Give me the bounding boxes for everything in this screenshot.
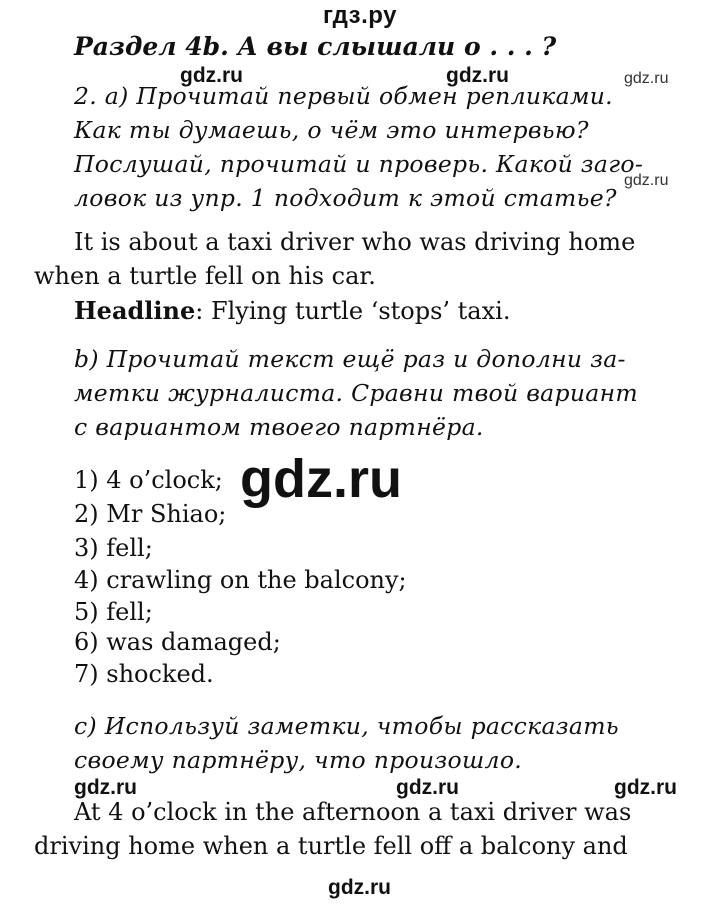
- headline-label: Headline: [74, 296, 196, 325]
- watermark: gdz.ru: [446, 64, 509, 87]
- headline-line: [74, 296, 510, 325]
- task-b-line-1: b) Прочитай текст ещё раз и дополни за-: [74, 345, 626, 373]
- answer-b-item: 3) fell;: [74, 534, 153, 562]
- answer-b-item: 6) was damaged;: [74, 628, 281, 656]
- answer-b-item: 5) fell;: [74, 598, 153, 626]
- site-header: гдз.ру: [323, 2, 397, 29]
- answer-c-line-2: driving home when a turtle fell off a balcony and: [34, 832, 628, 860]
- task-a-line-2: Как ты думаешь, о чём это интервью?: [74, 116, 589, 144]
- watermark: gdz.ru: [396, 776, 459, 799]
- headline-text: : Flying turtle ‘stops’ taxi.: [195, 297, 511, 325]
- section-title: Раздел 4b. А вы слышали о . . . ?: [74, 32, 557, 61]
- answer-a-line-2: when a turtle fell on his car.: [34, 262, 376, 290]
- answer-b-item: 2) Mr Shiao;: [74, 500, 227, 528]
- task-a-line-3: Послушай, прочитай и проверь. Какой заго-: [74, 150, 644, 178]
- watermark: gdz.ru: [624, 70, 669, 87]
- task-b-line-2: метки журналиста. Сравни твой вариант: [74, 379, 638, 407]
- answer-a-line-1: It is about a taxi driver who was driving home: [74, 228, 636, 256]
- watermark: gdz.ru: [180, 64, 243, 87]
- task-c-line-2: своему партнёру, что произошло.: [74, 746, 523, 774]
- answer-b-item: 1) 4 o’clock;: [74, 466, 223, 494]
- task-a-line-1: 2. а) Прочитай первый обмен репликами.: [74, 82, 613, 110]
- watermark: gdz.ru: [74, 776, 137, 799]
- task-c-line-1: c) Используй заметки, чтобы рассказать: [74, 712, 619, 740]
- answer-b-item: 4) crawling on the balcony;: [74, 566, 407, 594]
- answer-b-item: 7) shocked.: [74, 660, 214, 688]
- answer-c-line-1: At 4 o’clock in the afternoon a taxi driver was: [74, 798, 632, 826]
- watermark: gdz.ru: [624, 172, 669, 189]
- task-b-line-3: с вариантом твоего партнёра.: [74, 413, 484, 441]
- task-a-line-4: ловок из упр. 1 подходит к этой статье?: [74, 184, 617, 212]
- watermark: gdz.ru: [614, 776, 677, 799]
- watermark: gdz.ru: [328, 876, 391, 899]
- watermark-large: gdz.ru: [240, 449, 402, 509]
